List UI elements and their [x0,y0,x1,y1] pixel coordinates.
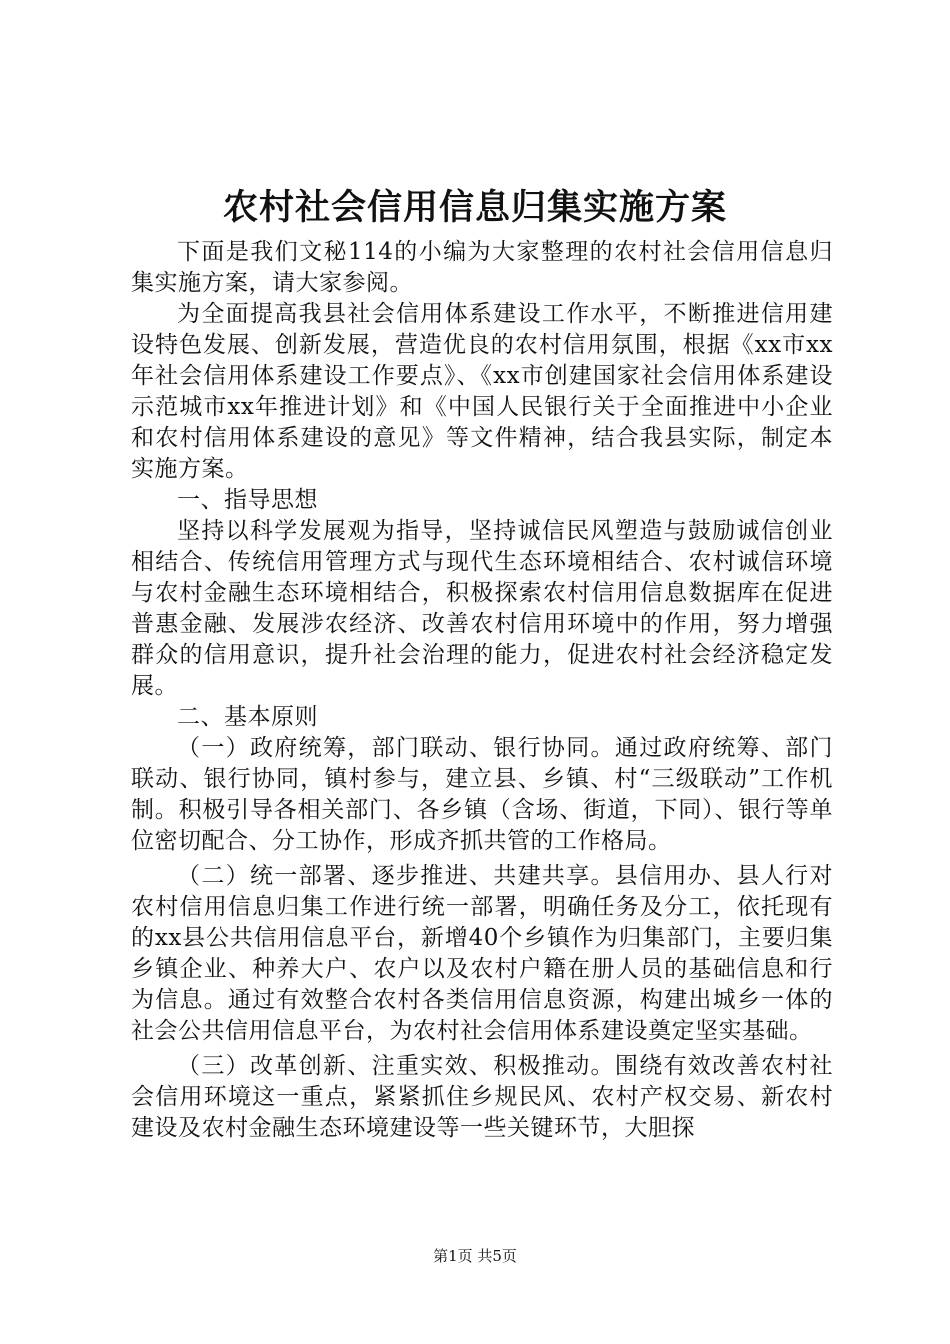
principle-three-paragraph: （三）改革创新、注重实效、积极推动。围绕有效改善农村社会信用环境这一重点，紧紧抓住乡规民风、农村产权交易、新农村建设及农村金融生态环境建设等一些关键环节，大胆探 [131,1053,833,1141]
purpose-paragraph: 为全面提高我县社会信用体系建设工作水平，不断推进信用建设特色发展、创新发展，营造优良的农村信用氛围，根据《xx市xx年社会信用体系建设工作要点》、《xx市创建国家社会信用体系建设示范城市xx年推进计划》和《中国人民银行关于全面推进中小企业和农村信用体系建设的意见》等文件精神，结合我县实际，制定本实施方案。 [131,301,833,482]
section-heading-basic-principles: 二、基本原则 [177,704,318,730]
guiding-ideology-paragraph: 坚持以科学发展观为指导，坚持诚信民风塑造与鼓励诚信创业相结合、传统信用管理方式与现代生态环境相结合、农村诚信环境与农村金融生态环境相结合，积极探索农村信用信息数据库在促进普惠金融、发展涉农经济、改善农村信用环境中的作用，努力增强群众的信用意识，提升社会治理的能力，促进农村社会经济稳定发展。 [131,518,833,699]
intro-paragraph: 下面是我们文秘114的小编为大家整理的农村社会信用信息归集实施方案，请大家参阅。 [131,239,833,296]
section-heading-guiding-ideology: 一、指导思想 [177,487,318,513]
principle-one-paragraph: （一）政府统筹，部门联动、银行协同。通过政府统筹、部门联动、银行协同，镇村参与，建立县、乡镇、村“三级联动”工作机制。积极引导各相关部门、各乡镇（含场、街道，下同）、银行等单位密切配合、分工协作，形成齐抓共管的工作格局。 [131,735,833,854]
document-title: 农村社会信用信息归集实施方案 [222,187,727,228]
page-footer: 第1页 共5页 [433,1247,517,1265]
document-body [131,237,833,1144]
principle-two-paragraph: （二）统一部署、逐步推进、共建共享。县信用办、县人行对农村信用信息归集工作进行统一部署，明确任务及分工，依托现有的xx县公共信用信息平台，新增40个乡镇作为归集部门，主要归集乡镇企业、种养大户、农户以及农村户籍在册人员的基础信息和行为信息。通过有效整合农村各类信用信息资源，构建出城乡一体的社会公共信用信息平台，为农村社会信用体系建设奠定坚实基础。 [131,863,833,1044]
